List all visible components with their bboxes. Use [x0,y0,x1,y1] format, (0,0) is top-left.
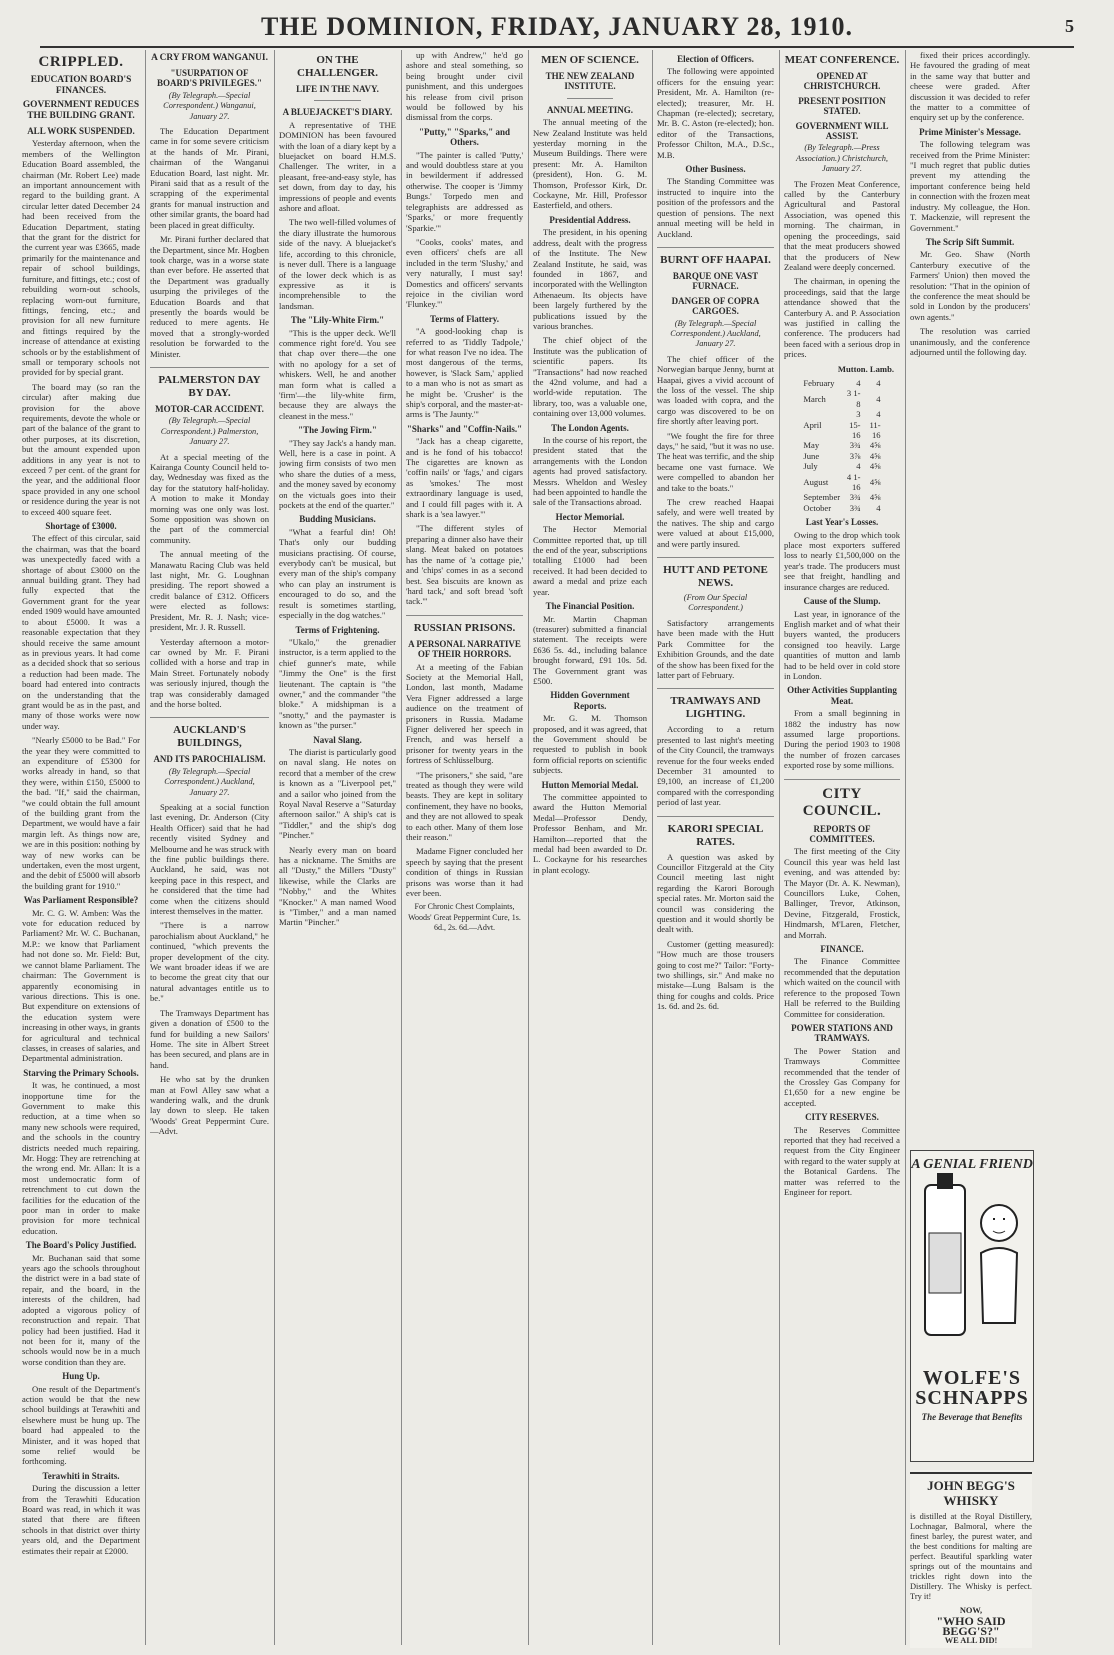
paragraph: The Finance Committee recommended that the deputation which waited on the council with reference to the proposed Town Hall be referred to the Building Committee for consideration. [784,956,900,1019]
price-table-month: May [803,440,820,451]
price-table-header: Mutton. Lamb. [837,363,894,374]
paragraph: The president, in his opening address, dealt with the progress of the Institute. The New Zealand Institute, he said, was founded in 1867, and incorporated with the Wellington Athenaeum. Its objects have been largely furthered by the publications issued by the various branches. [533,227,647,331]
paragraph: The crew reached Haapai safely, and were well treated by the natives. The ship and cargo were valued at about £15,000, and were partly insured. [657,497,774,549]
divider [314,100,361,101]
column-rule [905,50,906,1645]
byline: (By Telegraph.—Special Correspondent.) Wanganui, January 27. [163,90,256,121]
section-heading: Cause of the Slump. [803,596,881,607]
article-headline: A CRY FROM WANGANUI. [151,53,268,63]
article-separator [784,779,900,780]
price-table-lamb: 4⅝ [869,461,881,472]
paragraph: The committee appointed to award the Hutton Memorial Medal—Professor Dendy, Professor Benham, and Mr. Hamilton—reported that the medal had been awarded to Dr. L. Cockayne for his researches in plant ecology. [533,792,647,875]
ad-subslogan: WE ALL DID! [944,1636,998,1645]
bottle-illustration-icon [911,1173,1033,1363]
paragraph: The Tramways Department has given a donation of £500 to the fund for building a new Sailors' Home. The site in Albert Street has been secured, and plans are in hand. [150,1007,269,1070]
section-heading: Hidden Government Reports. [550,690,630,711]
paragraph: Mr. Pirani further declared that the Department, since Mr. Hogben took charge, was in a worse state than ever before. He asserted that the Department was gradually usurping the privileges of the Education Boards and that presently the boards would be reduced to mere agents. He moved that a strongly-worded resolution be forwarded to the Minister. [150,234,269,359]
price-table-row [801,472,882,493]
section-heading: Budding Musicians. [299,514,376,525]
paragraph: The following telegram was received from the Prime Minister: "I much regret that public duties prevent my attending the important conference being held in connection with the frozen meat industry. My colleague, the Hon. T. Mackenzie, will represent the Government." [910,139,1030,233]
paragraph: The two well-filled volumes of the diary illustrate the humorous side of the navy. A bluejacket's life, according to this chronicle, is never dull. There is a language of the lower deck which is as expressive as it is incomprehensible to the landsman. [279,217,396,311]
price-table-row [801,378,882,388]
paragraph: fixed their prices accordingly. He favoured the grading of meat in the same way that butter and cheese were graded. After discussion it was decided to refer the matter to a committee of enquiry set up by the conference. [910,50,1030,123]
paragraph: The following were appointed officers for the ensuing year: President, Mr. A. Hamilton (re-elected); treasurer, Mr. H. Chapman (re-elected); secretary, Mr. B. C. Aston (re-elected); hon. editor of the Transactions, Professor Chilton, M.A., D.Sc., M.B. [657,66,774,160]
ad-headline: JOHN BEGG'S WHISKY [910,1472,1032,1508]
ad-tagline: The Beverage that Benefits [921,1412,1023,1422]
price-table-lamb: 4 [876,502,881,513]
article-deck: DANGER OF COPRA CARGOES. [671,295,760,317]
section-heading: CITY RESERVES. [805,1112,879,1123]
article-headline: CRIPPLED. [38,54,124,70]
byline: (By Telegraph.—Special Correspondent.) Palmerston, January 27. [160,416,259,447]
paragraph: The effect of this circular, said the chairman, was that the board was unexpectedly faced with a shortage of about £3000 on the annual building grant. They had fully expected that the Government grant for the year ended 1909 would have amounted to about £5000. It was a reasonable expectation that they should receive the same amount as in previous years. It had come as a decided shock that so serious a reduction had been made. The board had entered into contracts on the understanding that the grant would be as in the past, and many of those works were now under way. [22,533,140,731]
paragraph: Last year, in ignorance of the English market and of what their buyers wanted, the producers consigned too heavily. Large quantities of mutton and lamb had to be held over in cold store in London. [784,608,900,681]
price-table-mutton: 4 [856,377,861,388]
price-table-row [801,492,882,502]
price-table-month: August [803,476,829,487]
price-table-month: June [803,450,820,461]
section-heading: Election of Officers. [677,54,754,64]
paragraph: A question was asked by Councillor Fitzgerald at the City Council meeting last night regarding the Karori Borough special rates. Mr. Morton said the council was considering the question and it would shortly be dealt with. [657,851,774,935]
price-table-row [801,388,882,409]
column-rule [274,50,275,1645]
price-table-month: October [803,502,832,513]
article-subheading: THE NEW ZEALAND INSTITUTE. [545,71,635,92]
paragraph: "We fought the fire for three days," he said, "but it was no use. The heat was terrific, and the ship became one vast furnace. We were compelled to abandon her and take to the boats." [657,430,774,493]
article-deck: PRESENT POSITION STATED. [798,95,886,117]
section-heading: Hutton Memorial Medal. [541,779,639,790]
ad-body: is distilled at the Royal Distillery, Lochnagar, Balmoral, where the finest barley, the purest water, and the best conditions for malting are perfect. Beautiful sparkling water springs out of the mountains and trickles right down into the Distillery. The Whisky is perfect. Try it! [910,1512,1032,1601]
paragraph: Speaking at a social function last evening, Dr. Anderson (City Health Officer) said that he had recently visited Sydney and Melbourne and he was struck with the fine public buildings there. Auckland, he said, was not keeping pace in this respect, and he considered that the time had come when the citizens should interest themselves in the matter. [150,801,269,917]
price-table-row [801,461,882,471]
price-table-month: February [803,377,835,388]
article-subheading: OPENED AT CHRISTCHURCH. [803,71,881,92]
column-2 [150,50,269,1645]
paragraph: A representative of THE DOMINION has been favoured with the loan of a diary kept by a bluejacket on board H.M.S. Challenger. The writer, in a pleasant, free-and-easy style, has set down, from day to day, his impressions of people and events ashore and afloat. [279,119,396,214]
section-heading: The London Agents. [551,422,629,433]
price-table-row [801,409,882,440]
article-separator [657,557,774,558]
paragraph: "The painter is called 'Putty,' and would doubtless stare at you in bewilderment if addressed otherwise. The cooper is 'Jimmy Bungs.' Torpedo men and telegraphists are addressed as 'Sparks,' or more frequently 'Sparkie.'" [406,149,523,233]
paragraph: "Cooks, cooks' mates, and even officers' chefs are all included in the term 'Slushy,' and very naturally, I must say! Domestics and officers' servants rejoice in the civilian word 'Flunkey.'" [406,236,523,310]
paragraph: Yesterday afternoon a motor-car owned by Mr. F. Pirani collided with a horse and trap in Main Street. Fortunately nobody was seriously injured, though the trap was considerably damaged and the horse bolted. [150,636,269,709]
ad-headline: A GENIAL FRIEND [911,1157,1033,1172]
ad-now: NOW, [959,1606,983,1615]
paragraph: The Education Department came in for some severe criticism at the hands of Mr. Pirani, chairman of the Wanganui Education Board, last night. Mr. Pirani said that as a result of the scrapping of the experimental grants for manual instruction and other similar grants, the board had been placed in great difficulty. [150,126,269,230]
paragraph: The Reserves Committee reported that they had received a request from the City Engineer with regard to the water supply at the Botanical Gardens. The matter was referred to the Engineer for report. [784,1124,900,1197]
section-heading: "The Jowing Firm." [298,425,377,436]
divider [567,98,613,99]
paragraph: "A good-looking chap is referred to as 'Tiddly Tadpole,' for what reason I've no idea. The most dangerous of the terms, however, is 'Slack Sam,' applied to a man who is not as smart as he might be. 'Crusher' is the ship's corporal, and the master-at-arms is 'The Jaunty.'" [406,326,523,420]
paragraph: The Power Station and Tramways Committee recommended that the tender of the Crossley Gas Company for £1,650 for a new engine be accepted. [784,1045,900,1108]
section-heading: Naval Slang. [313,734,362,745]
section-heading: Prime Minister's Message. [919,126,1021,137]
article-subheading: AND ITS PAROCHIALISM. [153,754,266,765]
price-table-mutton: 4 1-16 [846,471,861,493]
column-rule [652,50,653,1645]
paragraph: Mr. Buchanan said that some years ago the schools throughout the district were in a bad state of repair, and the board, in the interests of the children, had adopted a vigorous policy of reconstruction and repair. That policy had been justified. Had it not been for it, many of the schools would now be in a much worse condition than they are. [22,1252,140,1367]
paragraph: "There is a narrow parochialism about Auckland," he continued, "which prevents the proper development of the city. We want broader ideas if we are to become the great city that our natural advantages entitle us to be." [150,920,269,1004]
price-table-lamb: 4 11-16 [869,409,881,440]
article-headline: PALMERSTON DAY BY DAY. [158,373,261,399]
article-subheading: "USURPATION OF BOARD'S PRIVILEGES." [156,68,263,89]
paragraph: The annual meeting of the Manawatu Racing Club was held last night, Mr. G. Loughnan presiding. The report showed a credit balance of £312. Officers were elected as follows: President, Mr. R. J. Nash; vice-president, Mr. J. R. Russell. [150,549,269,633]
column-1 [22,50,140,1645]
price-table-mutton: 3⅞ [849,450,861,461]
section-heading: Starving the Primary Schools. [23,1067,139,1078]
price-table-lamb: 4 [876,393,881,404]
advertisement-line: For Chronic Chest Complaints, Woods' Great Peppermint Cure, 1s. 6d., 2s. 6d.—Advt. [408,902,521,933]
paragraph: "They say Jack's a handy man. Well, here is a case in point. A jowing firm consists of two men who share the duties of a mess, and the money saved by economy on the victuals goes into their pockets at the end of the quarter." [279,437,396,511]
article-subheading: MOTOR-CAR ACCIDENT. [155,403,264,414]
byline: (By Telegraph.—Press Association.) Christchurch, January 27. [795,143,889,174]
paragraph: The first meeting of the City Council this year was held last evening, and was attended by: The Mayor (Dr. A. K. Newman), Councillors Luke, Cohen, Ballinger, Trevor, Atkinson, Devine, Fitzgerald, Frostick, Hindmarsh, M'Laren, Fletcher, and Morrah. [784,846,900,940]
column-rule [779,50,780,1645]
price-table-row [801,440,882,450]
article-headline: MEAT CONFERENCE. [784,54,900,66]
price-table-row [801,503,882,513]
paragraph: "This is the upper deck. We'll commence right fore'd. You see that chap over there—the one with no apology for a set of whiskers. Well, he and another man form what is called a 'firm'—the lily-white firm, because they are always the cleanest in the mess." [279,327,396,421]
article-separator [657,247,774,248]
column-6 [657,50,774,1645]
price-table-lamb: 4⅝ [869,450,881,461]
ad-slogan: "WHO SAID BEGG'S?" [936,1614,1006,1638]
section-heading: The Financial Position. [545,601,635,612]
paragraph: He who sat by the drunken man at Fowl Alley saw what a wandering walk, and the drunk lay down to sleep. He taken 'Woods' Great Peppermint Cure.—Advt. [150,1074,269,1137]
paragraph: "Nearly £5000 to be Bad." For the year they were committed to an expenditure of £5300 for works already in hand, so that they were, within £150, £5000 to the bad. "If," said the chairman, "we could obtain the full amount of the building grant from the Department, we would have a fair margin left. As things now are, we are in this position: nothing by way of new works can be undertaken, even the most urgent, and the debit of £5000 will absorb the building grant for 1910." [22,735,140,891]
column-rule [145,50,146,1645]
price-table-lamb: 4⅝ [869,492,881,503]
paragraph: Owing to the drop which took place most exporters suffered loss to nearly £1,500,000 on the year's trade. The producers must see that freight, handling and insurance charges are reduced. [784,529,900,592]
article-subheading: BARQUE ONE VAST FURNACE. [672,270,759,292]
price-table-month: March [803,393,826,404]
article-deck: GOVERNMENT WILL ASSIST. [795,120,889,142]
paragraph: "Jack has a cheap cigarette, and is he fond of his tobacco! The cigarettes are known as 'coffin nails' or 'fags,' and cigars as 'smokes.' The most extraordinary language is used, and I could fill pages with it. A shark is a 'sea lawyer.'" [406,436,523,520]
wolfes-schnapps-ad [910,1150,1034,1462]
article-separator [150,367,269,368]
column-7 [784,50,900,1645]
section-heading: The "Lily-White Firm." [290,315,385,326]
article-separator [657,816,774,817]
column-4 [406,50,523,1645]
paragraph: At a meeting of the Fabian Society at the Memorial Hall, London, last month, Madame Vera Figner addressed a large audience on the treatment of prisoners in Russia. Madame Figner delivered her speech in French, and was herself a prisoner for twenty years in the fortress of Schlüsselburg. [406,661,523,766]
paragraph: Mr. G. M. Thomson proposed, and it was agreed, that the Government should be requested to publish in book form official reports on scientific subjects. [533,713,647,776]
paragraph: Mr. Martin Chapman (treasurer) submitted a financial statement. The receipts were £636 5s. 4d., including balance brought forward, £91 10s. 5d. The Government grant was £500. [533,613,647,686]
price-table-lamb: 4⅝ [869,440,881,451]
section-heading: The Board's Policy Justified. [25,1240,137,1251]
paragraph: "The different styles of preparing a dinner also have their slang. Meat baked on potatoes has the name of 'a cottage pie,' and 'chips' comes in as a second best. Sea biscuits are known as 'hard tack,' and soft bread 'soft tack.'" [406,523,523,607]
paragraph: The chief officer of the Norwegian barque Jenny, burnt at Haapai, gives a vivid account of the loss of the vessel. The ship was loaded with copra, and the cargo was discovered to be on fire shortly after leaving port. [657,353,774,427]
article-headline: CITY COUNCIL. [802,785,882,819]
price-table-row [801,451,882,461]
paragraph: Madame Figner concluded her speech by saying that the present condition of things in Russian prisons was worse than it had ever been. [406,846,523,899]
price-table-mutton: 4 [856,461,861,472]
price-table-month: July [803,461,818,472]
paragraph: Satisfactory arrangements have been made with the Hutt Park Committee for the Exhibition Grounds, and the date of the show has been fixed for the latter part of February. [657,617,774,680]
paragraph: "Ukalo," the grenadier instructor, is a term applied to the chief gunner's mate, while "Jimmy the One" is the first lieutenant. The captain is "the owner," and the commander "the bloke." A midshipman is a "snotty," and the paymaster is known as "the purser." [279,636,396,731]
article-separator [657,688,774,689]
section-heading: Other Activities Supplanting Meat. [787,685,897,706]
section-heading: "Sharks" and "Coffin-Nails." [406,423,523,434]
paragraph: "The prisoners," she said, "are treated as though they were wild beasts. They are kept in solitary confinement, they have no books, and they are not allowed to speak to each other. Many of them lose their reason." [406,769,523,843]
column-rule [401,50,402,1645]
article-subheading: EDUCATION BOARD'S FINANCES. [30,75,132,96]
paragraph: The resolution was carried unanimously, and the conference adjourned until the following day. [910,326,1030,357]
column-8 [910,50,1030,800]
price-table-month: April [803,419,822,430]
paragraph: From a small beginning in 1882 the industry has now assumed large proportions. During the period 1903 to 1908 the number of frozen carcases exported rose by some millions. [784,708,900,771]
price-table-lamb: 4 [876,377,881,388]
byline: (By Telegraph.—Special Correspondent.) Auckland, January 27. [164,766,255,797]
paragraph: The chairman, in opening the proceedings, said that the large attendance showed that the Canterbury A. and P. Association was justified in calling the conference. The producers had been faced with a serious drop in prices. [784,276,900,360]
article-headline: RUSSIAN PRISONS. [413,621,516,634]
price-table-mutton: 3 15-16 [849,409,861,440]
section-heading: Hector Memorial. [555,511,625,522]
article-deck: GOVERNMENT REDUCES THE BUILDING GRANT. [22,100,140,121]
price-table-mutton: 3¾ [849,440,861,451]
article-subheading: A PERSONAL NARRATIVE OF THEIR HORRORS. [408,638,521,660]
byline: (By Telegraph.—Special Correspondent.) Auckland, January 27. [670,318,761,349]
section-heading: Was Parliament Responsible? [23,895,139,906]
masthead [40,10,1074,48]
section-heading: The Scrip Sift Summit. [925,236,1015,247]
paragraph: Mr. Geo. Shaw (North Canterbury executive of the Farmers' Union) then moved the resolution: "That in the opinion of the conference the meat should be sold in London by the producers' own agents." [910,249,1030,322]
section-heading: FINANCE. [820,944,864,955]
paragraph: The board may (so ran the circular) after making due provision for the above requirements, devote the whole or part of the balance of the grant to other purposes, at its discretion, but the amount expended upon additions in any year is not to exceed 7 per cent. of the grant for the year, and the additional floor space provided in any one school or residence during the year is not to exceed 400 square feet. [22,381,140,517]
section-heading: Other Business. [685,164,746,175]
paragraph: Nearly every man on board has a nickname. The Smiths are all "Dusty," the Millers "Dusty" likewise, while the Clarks are "Nobby," and the Whites "Knocker." A man named Wood is "Timber," and a man named Martin "Pincher." [279,844,396,928]
paragraph: The Hector Memorial Committee reported that, up till the end of the year, subscriptions totalling £1000 had been received. It had been decided to award a medal and prize each year. [533,524,647,597]
paragraph: The Frozen Meat Conference, called by the Canterbury Agricultural and Pastoral Association, was opened this morning. The chairman, in opening the proceedings, said that the meat producers showed that the producers of New Zealand were deeply concerned. [784,178,900,272]
paragraph: Mr. C. G. W. Amben: Was the vote for education reduced by Parliament? Mr. W. C. Buchanan, M.P.: we know that Parliament had not done so. Mr. Field: But, we cannot blame Parliament. The chairman: The Government is apparently economising in various directions. This is one. But expenditure on extensions of the education system were increasing in other ways, in grants for agricultural and technical classes, in creases of salaries, and Departmental administration. [22,907,140,1064]
byline: (From Our Special Correspondent.) [683,593,748,613]
section-heading: "Putty," "Sparks," and Others. [418,126,510,148]
price-table-mutton: 3 1-8 [846,388,861,409]
section-heading: Terawhiti in Straits. [42,1470,120,1481]
paragraph: One result of the Department's action would be that the new school buildings at Terawhiti and elsewhere must be hung up. The board had appealed to the Minister, and it was hoped that some relief would be forthcoming. [22,1383,140,1467]
price-table-lamb: 4⅝ [869,476,881,487]
article-deck: ALL WORK SUSPENDED. [27,126,135,136]
paragraph: During the discussion a letter from the Terawhiti Education Board was read, in which it was stated that there are fifteen schools in that district over thirty years old, and the Department estimates their repair at £2000. [22,1483,140,1556]
paragraph: The diarist is particularly good on naval slang. He notes on record that a member of the crew is known as a "Liverpool pet," and a sailor who joined from the Royal Naval Reserve a "Saturday afternoon sailor." A ship's cat is "Tiddler," and the ship's dog "Pincher." [279,746,396,841]
article-headline: AUCKLAND'S BUILDINGS, [173,724,246,750]
ad-brand: WOLFE'S SCHNAPPS [915,1367,1029,1409]
section-heading: Hung Up. [62,1371,100,1382]
section-heading: Terms of Flattery. [430,313,499,324]
paragraph: The annual meeting of the New Zealand Institute was held yesterday morning in the Museum Buildings. There were present: Mr. A. Hamilton (president), Hon. G. M. Thomson, Professor Kirk, Dr. Cockayne, Mr. Hill, Professor Easterfield, and others. [533,117,647,211]
section-heading: Last Year's Losses. [805,517,879,528]
masthead-title: THE DOMINION, FRIDAY, JANUARY 28, 1910. [260,12,854,41]
article-headline: KARORI SPECIAL RATES. [667,822,764,848]
column-3 [279,50,396,1645]
paragraph: up with Andrew," he'd go ashore and steal something, so being brought under civil punishment, and this undergoes his release from civil prison would be followed by his dismissal from the corps. [406,50,523,123]
article-headline: HUTT AND PETONE NEWS. [663,564,768,590]
article-subheading: REPORTS OF COMMITTEES. [809,823,875,844]
paragraph: It was, he continued, a most inopportune time for the Government to make this reduction, at a time when so many new schools were required, and the schools in the country districts needed much repairing. Mr. Hogg: They are retrenching at the wrong end. Mr. Allan: It is a most undemocratic form of retrenchment to cut down the facilities for the education of the poor man in order to make provision for more technical education. [22,1080,140,1236]
paragraph: The chief object of the Institute was the publication of scientific papers. Its "Transactions" had now reached the 42nd volume, and had a world-wide reputation. The library, too, was a valuable one, containing over 13,000 volumes. [533,335,647,419]
price-table [801,378,882,513]
article-headline: BURNT OFF HAAPAI. [660,253,771,266]
section-heading: Terms of Frightening. [295,624,380,635]
paragraph: "What a fearful din! Oh! That's only our budding musicians practising. Of course, everybody can't be musical, but every man of the ship's company who can play an instrument is encouraged to do so, and the result is sometimes startling, especially in the dog watches." [279,526,396,621]
page-number: 5 [1065,16,1074,36]
paragraph: Customer (getting measured): "How much are those trousers going to cost me?" Tailor: "Forty-two shillings, sir." And make no mistake—Lung Balsam is the thing for coughs and colds. Price 1s. 6d. and 2s. 6d. [657,938,774,1012]
paragraph: Yesterday afternoon, when the members of the Wellington Education Board assembled, the chairman (Mr. Robert Lee) made an important announcement with regard to the building grant. A circular letter dated December 24 had been received from the Education Department, stating that the grant for the district for the current year was £3665, made primarily for the maintenance and repair of school buildings, furniture, and fittings, etc.; cost of rebuilding worn-out schools, replacing worn-out furniture, fittings, fencing, etc.; and provision for all new furniture and fittings required by the increase of attendance at existing schools or by the establishment of small or temporary schools not provided for by special grant. [22,138,140,378]
article-separator [406,615,523,616]
paragraph: In the course of his report, the president stated that the arrangements with the London agents had proved satisfactory. Messrs. Wheldon and Wesley had been appointed to handle the sale of the Transactions abroad. [533,435,647,508]
paragraph: According to a return presented to last night's meeting of the City Council, the tramways revenue for the four weeks ended December 31 amounted to £9,100, an increase of £1,200 compared with the corresponding period of last year. [657,724,774,808]
article-deck: A BLUEJACKET'S DIARY. [282,107,393,118]
paragraph: The Standing Committee was instructed to inquire into the position of the professors and the question of pensions. The next annual meeting will be held in Auckland. [657,176,774,239]
section-heading: Presidential Address. [549,214,631,225]
article-headline: TRAMWAYS AND LIGHTING. [670,695,761,721]
john-beggs-whisky-ad [910,1470,1032,1648]
section-heading: POWER STATIONS AND TRAMWAYS. [791,1022,893,1044]
section-heading: Shortage of £3000. [45,521,117,532]
column-rule [528,50,529,1645]
paragraph: At a special meeting of the Kairanga County Council held to-day, Wednesday was fixed as the day for the statutory half-holiday. A motion to make it Monday morning was one only was lost. Some opposition was shown on the part of the commercial community. [150,451,269,545]
column-5 [533,50,647,1645]
price-table-mutton: 3¾ [849,492,861,503]
article-subheading: LIFE IN THE NAVY. [296,84,379,94]
article-headline: ON THE CHALLENGER. [297,54,378,79]
article-separator [150,717,269,718]
article-deck: ANNUAL MEETING. [546,104,633,115]
article-headline: MEN OF SCIENCE. [541,54,639,66]
price-table-mutton: 3¾ [849,502,861,513]
price-table-month: September [803,492,841,503]
